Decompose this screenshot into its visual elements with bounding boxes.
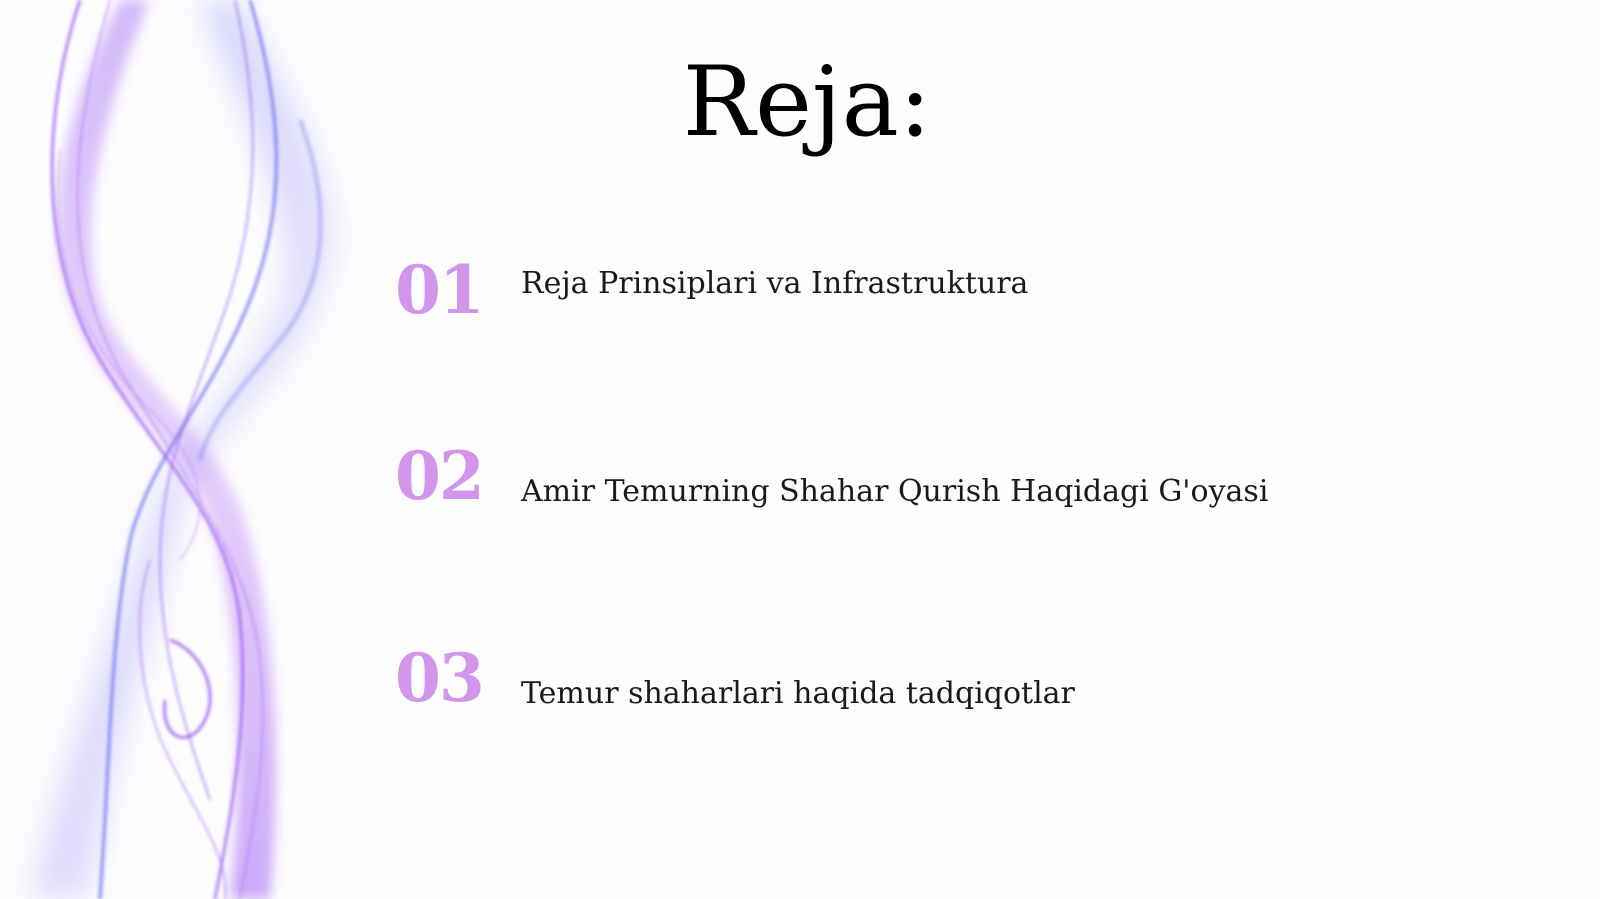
- agenda-item-number: 01: [395, 251, 483, 329]
- agenda-item-number: 03: [395, 639, 483, 717]
- agenda-item-label: Reja Prinsiplari va Infrastruktura: [521, 266, 1029, 301]
- agenda-item-label: Temur shaharlari haqida tadqiqotlar: [521, 676, 1075, 711]
- agenda-item: [395, 250, 1545, 330]
- agenda-item-label: Amir Temurning Shahar Qurish Haqidagi G'oyasi: [521, 474, 1269, 509]
- agenda-item-number: 02: [395, 437, 483, 515]
- agenda-item: [395, 638, 1545, 718]
- agenda-item: [395, 436, 1545, 516]
- slide-title: Reja:: [682, 46, 932, 158]
